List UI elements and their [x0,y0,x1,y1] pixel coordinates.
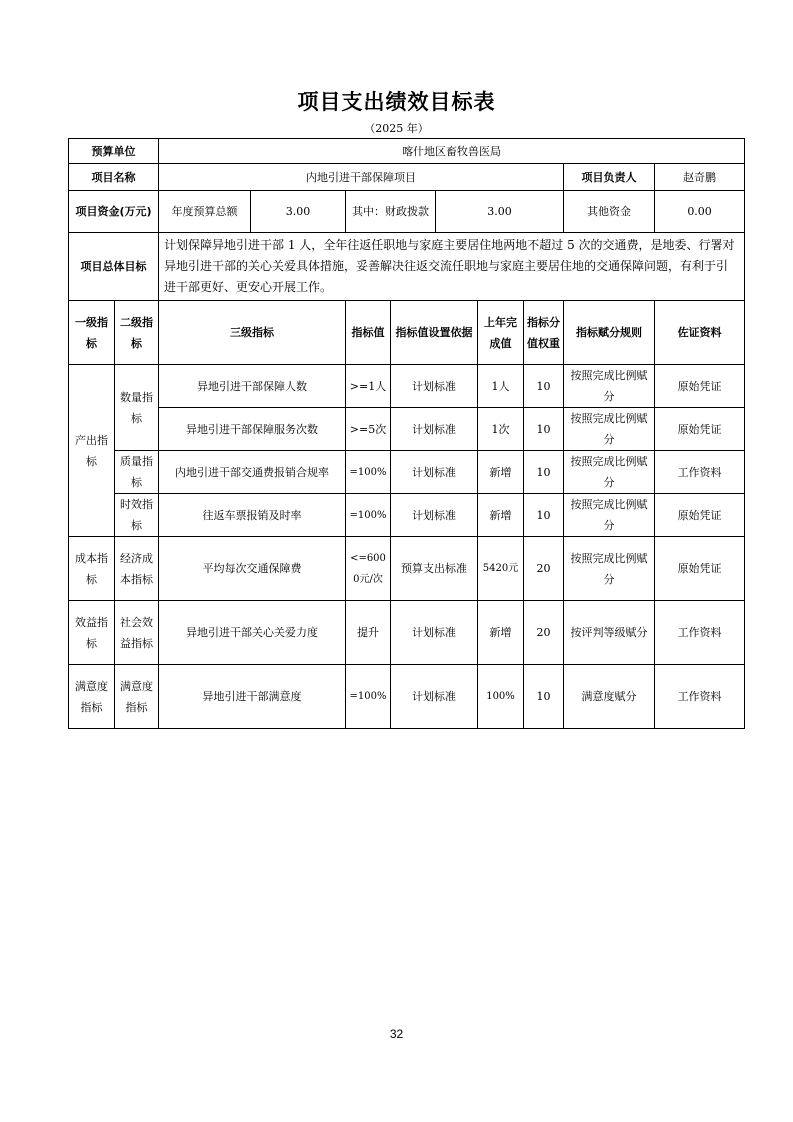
fiscal-value: 3.00 [436,191,564,233]
project-owner-value: 赵奇鹏 [655,164,745,191]
header-value: 指标值 [346,301,391,365]
row-last: 1人 [478,365,524,408]
budget-unit-value: 喀什地区畜牧兽医局 [159,139,745,164]
row-weight: 20 [524,537,564,601]
row-basis: 计划标准 [391,365,478,408]
row-evidence: 工作资料 [655,665,745,729]
year-label: （2025 年） [364,122,429,135]
total-budget-label: 年度预算总额 [159,191,251,233]
row-rule: 满意度赋分 [564,665,655,729]
header-evidence: 佐证资料 [655,301,745,365]
row-weight: 10 [524,365,564,408]
project-name-value: 内地引进干部保障项目 [159,164,564,191]
row-value: =100% [346,665,391,729]
row-weight: 10 [524,665,564,729]
row-rule: 按照完成比例赋分 [564,537,655,601]
row-basis: 计划标准 [391,601,478,665]
row-value: =100% [346,494,391,537]
funds-label: 项目资金(万元) [69,191,159,233]
row-value: >=5次 [346,408,391,451]
row-last: 5420元 [478,537,524,601]
row-last: 100% [478,665,524,729]
row-value: =100% [346,451,391,494]
header-last-year: 上年完成值 [478,301,524,365]
header-rule: 指标赋分规则 [564,301,655,365]
row-last: 新增 [478,494,524,537]
group-benefit: 效益指标 [69,601,115,665]
row-name: 异地引进干部满意度 [159,665,346,729]
group-cost: 成本指标 [69,537,115,601]
group-output: 产出指标 [69,365,115,537]
row-rule: 按照完成比例赋分 [564,494,655,537]
row-evidence: 工作资料 [655,451,745,494]
subgroup-satisfaction: 满意度指标 [115,665,159,729]
row-weight: 10 [524,494,564,537]
project-owner-label: 项目负责人 [564,164,655,191]
row-basis: 计划标准 [391,494,478,537]
other-funds-label: 其他资金 [564,191,655,233]
overall-goal-label: 项目总体目标 [69,233,159,301]
group-satisfaction: 满意度指标 [69,665,115,729]
row-weight: 20 [524,601,564,665]
other-funds-value: 0.00 [655,191,745,233]
header-weight: 指标分值权重 [524,301,564,365]
row-name: 异地引进干部保障服务次数 [159,408,346,451]
row-value: <=6000元/次 [346,537,391,601]
fiscal-label: 其中：财政拨款 [346,191,436,233]
row-name: 内地引进干部交通费报销合规率 [159,451,346,494]
row-basis: 计划标准 [391,665,478,729]
row-weight: 10 [524,408,564,451]
row-evidence: 原始凭证 [655,408,745,451]
budget-unit-label: 预算单位 [69,139,159,164]
row-rule: 按照完成比例赋分 [564,451,655,494]
subgroup-timeliness: 时效指标 [115,494,159,537]
header-level3: 三级指标 [159,301,346,365]
page-number: 32 [389,1027,404,1041]
row-value: 提升 [346,601,391,665]
overall-goal-text: 计划保障异地引进干部 1 人，全年往返任职地与家庭主要居住地两地不超过 5 次的交通费，是地委、行署对异地引进干部的关心关爱具体措施，妥善解决往返交流任职地与家庭主要居住地的交通保障问题，有利于引进干部更好、更安心开展工作。 [159,233,745,301]
row-name: 异地引进干部保障人数 [159,365,346,408]
row-name: 异地引进干部关心关爱力度 [159,601,346,665]
subgroup-economic-cost: 经济成本指标 [115,537,159,601]
project-name-label: 项目名称 [69,164,159,191]
subgroup-quantity: 数量指标 [115,365,159,451]
row-basis: 计划标准 [391,408,478,451]
performance-table [68,138,745,729]
header-basis: 指标值设置依据 [391,301,478,365]
row-evidence: 原始凭证 [655,537,745,601]
row-evidence: 工作资料 [655,601,745,665]
row-last: 1次 [478,408,524,451]
row-rule: 按照完成比例赋分 [564,365,655,408]
row-name: 平均每次交通保障费 [159,537,346,601]
row-last: 新增 [478,451,524,494]
row-weight: 10 [524,451,564,494]
total-budget-value: 3.00 [251,191,346,233]
header-level2: 二级指标 [115,301,159,365]
page-title: 项目支出绩效目标表 [297,90,496,114]
row-last: 新增 [478,601,524,665]
row-evidence: 原始凭证 [655,365,745,408]
header-level1: 一级指标 [69,301,115,365]
row-evidence: 原始凭证 [655,494,745,537]
row-rule: 按照完成比例赋分 [564,408,655,451]
row-rule: 按评判等级赋分 [564,601,655,665]
row-value: >=1人 [346,365,391,408]
row-basis: 计划标准 [391,451,478,494]
subgroup-quality: 质量指标 [115,451,159,494]
row-name: 往返车票报销及时率 [159,494,346,537]
subgroup-social-benefit: 社会效益指标 [115,601,159,665]
row-basis: 预算支出标准 [391,537,478,601]
